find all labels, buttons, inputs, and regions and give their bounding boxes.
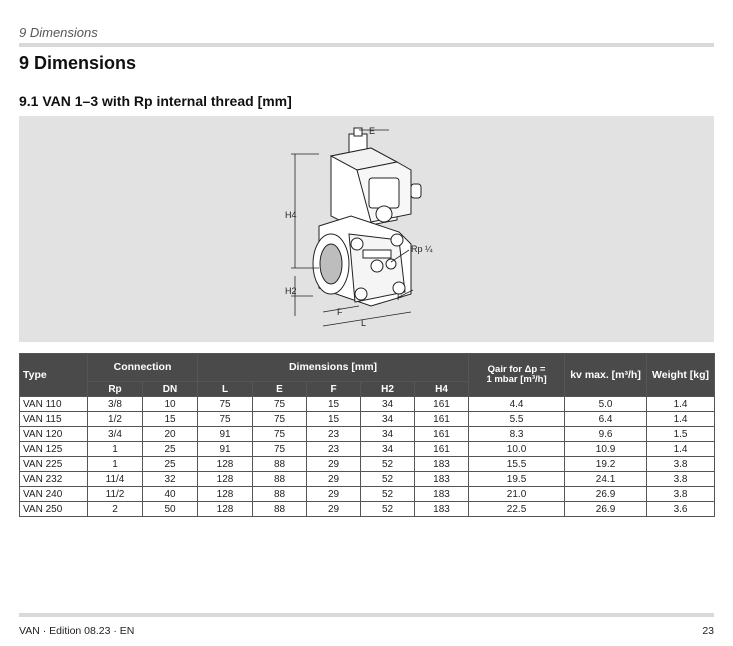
cell-h2: 34 xyxy=(361,442,415,457)
cell-e: 88 xyxy=(253,487,307,502)
cell-f: 29 xyxy=(307,457,361,472)
col-weight: Weight [kg] xyxy=(647,354,715,397)
cell-rp: 1/2 xyxy=(88,412,143,427)
label-h4: H4 xyxy=(285,210,297,220)
qair-line-2: 1 mbar [m³/h] xyxy=(486,374,547,385)
actuator-screw xyxy=(376,206,392,222)
cell-e: 88 xyxy=(253,457,307,472)
table-row xyxy=(20,427,715,442)
cell-f: 23 xyxy=(307,442,361,457)
cell-dn: 32 xyxy=(143,472,198,487)
connector-pin xyxy=(354,128,362,136)
cell-f: 29 xyxy=(307,472,361,487)
cell-dn: 40 xyxy=(143,487,198,502)
label-h2: H2 xyxy=(285,286,297,296)
table-row xyxy=(20,412,715,427)
qair-line-1: Qair for Δp = xyxy=(487,364,546,375)
cell-qair: 21.0 xyxy=(469,487,565,502)
cell-kv: 19.2 xyxy=(565,457,647,472)
cell-l: 128 xyxy=(198,457,253,472)
cell-kv: 10.9 xyxy=(565,442,647,457)
cell-e: 75 xyxy=(253,397,307,412)
cell-l: 91 xyxy=(198,427,253,442)
table-row xyxy=(20,502,715,517)
actuator-plate xyxy=(369,178,399,208)
cell-dn: 50 xyxy=(143,502,198,517)
cell-h2: 52 xyxy=(361,502,415,517)
col-rp: Rp xyxy=(88,382,143,397)
page-number: 23 xyxy=(702,625,714,637)
col-connection: Connection xyxy=(88,354,198,382)
cell-h2: 34 xyxy=(361,427,415,442)
cell-weight: 1.4 xyxy=(647,412,715,427)
cell-rp: 2 xyxy=(88,502,143,517)
cell-type: VAN 120 xyxy=(20,427,88,442)
cell-l: 128 xyxy=(198,502,253,517)
cell-qair: 15.5 xyxy=(469,457,565,472)
cell-h2: 52 xyxy=(361,457,415,472)
col-h2: H2 xyxy=(361,382,415,397)
col-dimensions: Dimensions [mm] xyxy=(198,354,469,382)
cell-type: VAN 240 xyxy=(20,487,88,502)
cell-type: VAN 115 xyxy=(20,412,88,427)
footer-edition: VAN · Edition 08.23 · EN xyxy=(19,625,135,637)
col-type: Type xyxy=(20,354,88,397)
label-e: E xyxy=(369,126,376,136)
cell-kv: 5.0 xyxy=(565,397,647,412)
footer-rule xyxy=(19,613,714,617)
cell-h4: 183 xyxy=(415,457,469,472)
cell-type: VAN 250 xyxy=(20,502,88,517)
cell-dn: 25 xyxy=(143,457,198,472)
cell-dn: 10 xyxy=(143,397,198,412)
table-header-row-1 xyxy=(20,354,715,382)
cell-dn: 25 xyxy=(143,442,198,457)
cell-qair: 4.4 xyxy=(469,397,565,412)
cell-e: 88 xyxy=(253,502,307,517)
cell-f: 15 xyxy=(307,397,361,412)
table-row xyxy=(20,397,715,412)
table-row xyxy=(20,472,715,487)
cell-kv: 9.6 xyxy=(565,427,647,442)
cell-l: 91 xyxy=(198,442,253,457)
cell-rp: 11/4 xyxy=(88,472,143,487)
cell-l: 128 xyxy=(198,472,253,487)
side-knob xyxy=(411,184,421,198)
cell-e: 75 xyxy=(253,427,307,442)
cell-h4: 161 xyxy=(415,427,469,442)
cell-kv: 24.1 xyxy=(565,472,647,487)
table-row xyxy=(20,457,715,472)
cell-e: 75 xyxy=(253,412,307,427)
port-1 xyxy=(371,260,383,272)
cell-weight: 3.8 xyxy=(647,457,715,472)
running-header: 9 Dimensions xyxy=(19,25,98,40)
cell-h4: 183 xyxy=(415,502,469,517)
dimensions-table xyxy=(19,353,715,517)
cell-dn: 20 xyxy=(143,427,198,442)
label-f-side: F xyxy=(397,292,403,302)
cell-e: 75 xyxy=(253,442,307,457)
label-strip xyxy=(363,250,391,258)
cell-type: VAN 225 xyxy=(20,457,88,472)
cell-h4: 183 xyxy=(415,487,469,502)
cell-weight: 1.5 xyxy=(647,427,715,442)
cell-type: VAN 110 xyxy=(20,397,88,412)
bolt-3 xyxy=(355,288,367,300)
cell-kv: 26.9 xyxy=(565,487,647,502)
section-title: 9.1 VAN 1–3 with Rp internal thread [mm] xyxy=(19,93,292,109)
cell-l: 75 xyxy=(198,397,253,412)
cell-h2: 34 xyxy=(361,397,415,412)
label-rp: Rp ¼ xyxy=(411,244,433,254)
cell-f: 29 xyxy=(307,487,361,502)
cell-type: VAN 232 xyxy=(20,472,88,487)
page-title: 9 Dimensions xyxy=(19,53,137,73)
col-h4: H4 xyxy=(415,382,469,397)
cell-l: 75 xyxy=(198,412,253,427)
cell-rp: 3/8 xyxy=(88,397,143,412)
table-row xyxy=(20,442,715,457)
col-kv: kv max. [m³/h] xyxy=(565,354,647,397)
col-e: E xyxy=(253,382,307,397)
cell-rp: 1 xyxy=(88,457,143,472)
cell-weight: 3.6 xyxy=(647,502,715,517)
cell-qair: 22.5 xyxy=(469,502,565,517)
cell-type: VAN 125 xyxy=(20,442,88,457)
cell-h4: 161 xyxy=(415,412,469,427)
cell-qair: 8.3 xyxy=(469,427,565,442)
cell-h2: 34 xyxy=(361,412,415,427)
cell-e: 88 xyxy=(253,472,307,487)
label-l: L xyxy=(361,318,367,328)
cell-rp: 11/2 xyxy=(88,487,143,502)
cell-qair: 19.5 xyxy=(469,472,565,487)
cell-kv: 26.9 xyxy=(565,502,647,517)
valve-drawing-figure xyxy=(19,116,714,342)
col-l: L xyxy=(198,382,253,397)
cell-dn: 15 xyxy=(143,412,198,427)
label-f-front: F xyxy=(337,307,343,317)
col-f: F xyxy=(307,382,361,397)
cell-h2: 52 xyxy=(361,487,415,502)
cell-weight: 1.4 xyxy=(647,397,715,412)
cell-qair: 5.5 xyxy=(469,412,565,427)
bolt-2 xyxy=(391,234,403,246)
cell-f: 23 xyxy=(307,427,361,442)
cell-rp: 3/4 xyxy=(88,427,143,442)
cell-h2: 52 xyxy=(361,472,415,487)
cell-l: 128 xyxy=(198,487,253,502)
cell-h4: 161 xyxy=(415,397,469,412)
bolt-1 xyxy=(351,238,363,250)
col-qair xyxy=(469,354,565,397)
cell-kv: 6.4 xyxy=(565,412,647,427)
cell-h4: 183 xyxy=(415,472,469,487)
col-dn: DN xyxy=(143,382,198,397)
cell-qair: 10.0 xyxy=(469,442,565,457)
table-row xyxy=(20,487,715,502)
cell-weight: 3.8 xyxy=(647,472,715,487)
header-rule xyxy=(19,43,714,47)
valve-drawing xyxy=(19,116,714,342)
cell-h4: 161 xyxy=(415,442,469,457)
cell-f: 29 xyxy=(307,502,361,517)
cell-weight: 1.4 xyxy=(647,442,715,457)
inlet-bore xyxy=(320,244,342,284)
cell-f: 15 xyxy=(307,412,361,427)
port-2 xyxy=(386,259,396,269)
cell-rp: 1 xyxy=(88,442,143,457)
cell-weight: 3.8 xyxy=(647,487,715,502)
